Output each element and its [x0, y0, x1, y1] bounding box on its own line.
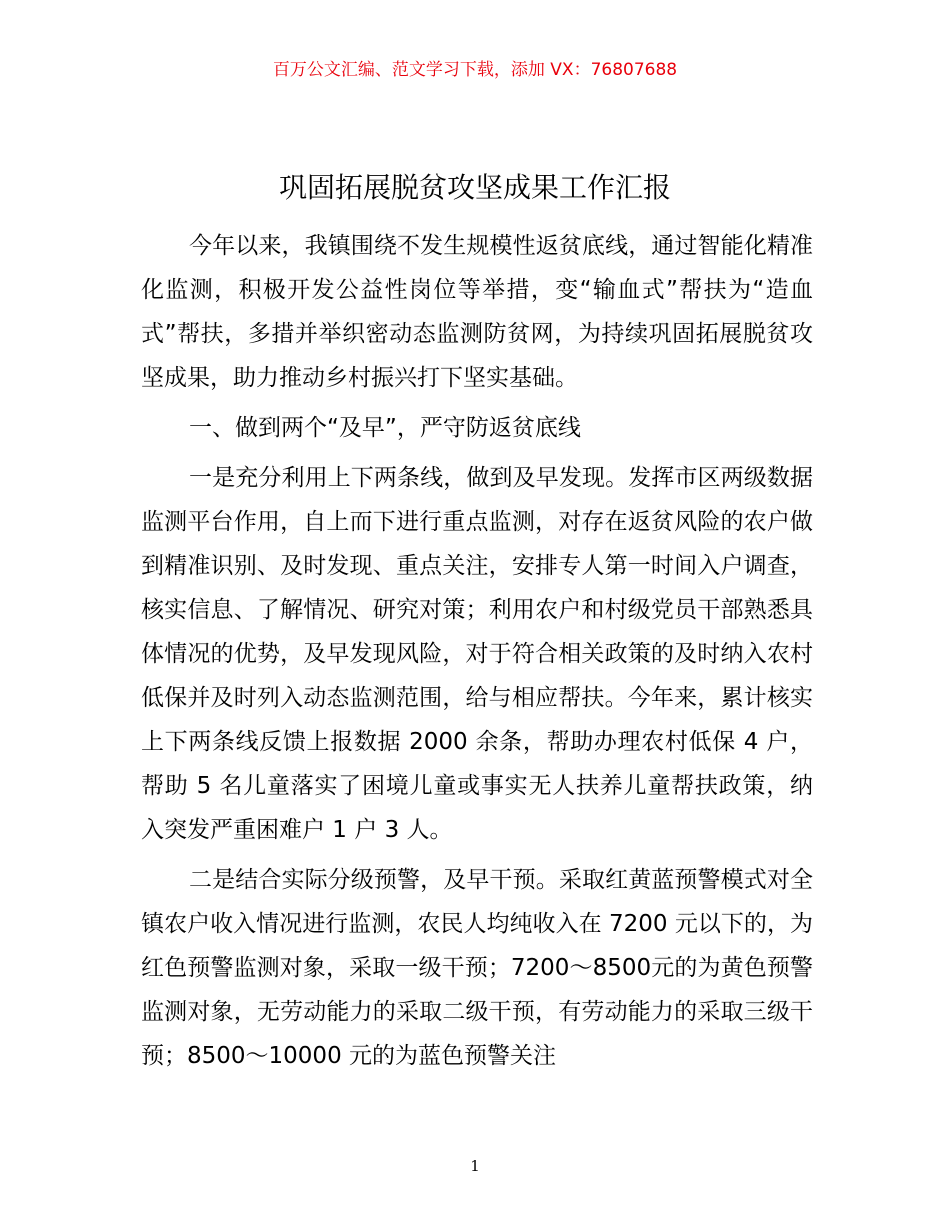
- document-title: 巩固拓展脱贫攻坚成果工作汇报: [278, 171, 671, 204]
- document-body: [141, 224, 813, 1084]
- paragraph-point-1: 一是充分利用上下两条线，做到及早发现。发挥市区两级数据监测平台作用，自上而下进行重点监测，对存在返贫风险的农户做到精准识别、及时发现、重点关注，安排专人第一时间入户调查，核实信息、了解情况、研究对策；利用农户和村级党员干部熟悉具体情况的优势，及早发现风险，对于符合相关政策的及时纳入农村低保并及时列入动态监测范围，给与相应帮扶。今年来，累计核实上下两条线反馈上报数据 2000 余条，帮助办理农村低保 4 户，帮助 5 名儿童落实了困境儿童或事实无人扶养儿童帮扶政策，纳入突发严重困难户 1 户 3 人。: [141, 465, 813, 843]
- paragraph-intro: 今年以来，我镇围绕不发生规模性返贫底线，通过智能化精准化监测，积极开发公益性岗位等举措，变“输血式”帮扶为“造血式”帮扶，多措并举织密动态监测防贫网，为持续巩固拓展脱贫攻坚成果，助力推动乡村振兴打下坚实基础。: [141, 233, 813, 391]
- page-number: 1: [470, 1157, 480, 1175]
- section-heading-1: 一、做到两个“及早”，严守防返贫底线: [189, 415, 581, 441]
- paragraph-point-2: 二是结合实际分级预警，及早干预。采取红黄蓝预警模式对全镇农户收入情况进行监测，农民人均纯收入在 7200 元以下的，为红色预警监测对象，采取一级干预；7200～8500元的为黄色预警监测对象，无劳动能力的采取二级干预，有劳动能力的采取三级干预；8500～10000 元的为蓝色预警关注: [141, 867, 813, 1069]
- header-banner: 百万公文汇编、范文学习下载，添加 VX：76807688: [272, 60, 678, 80]
